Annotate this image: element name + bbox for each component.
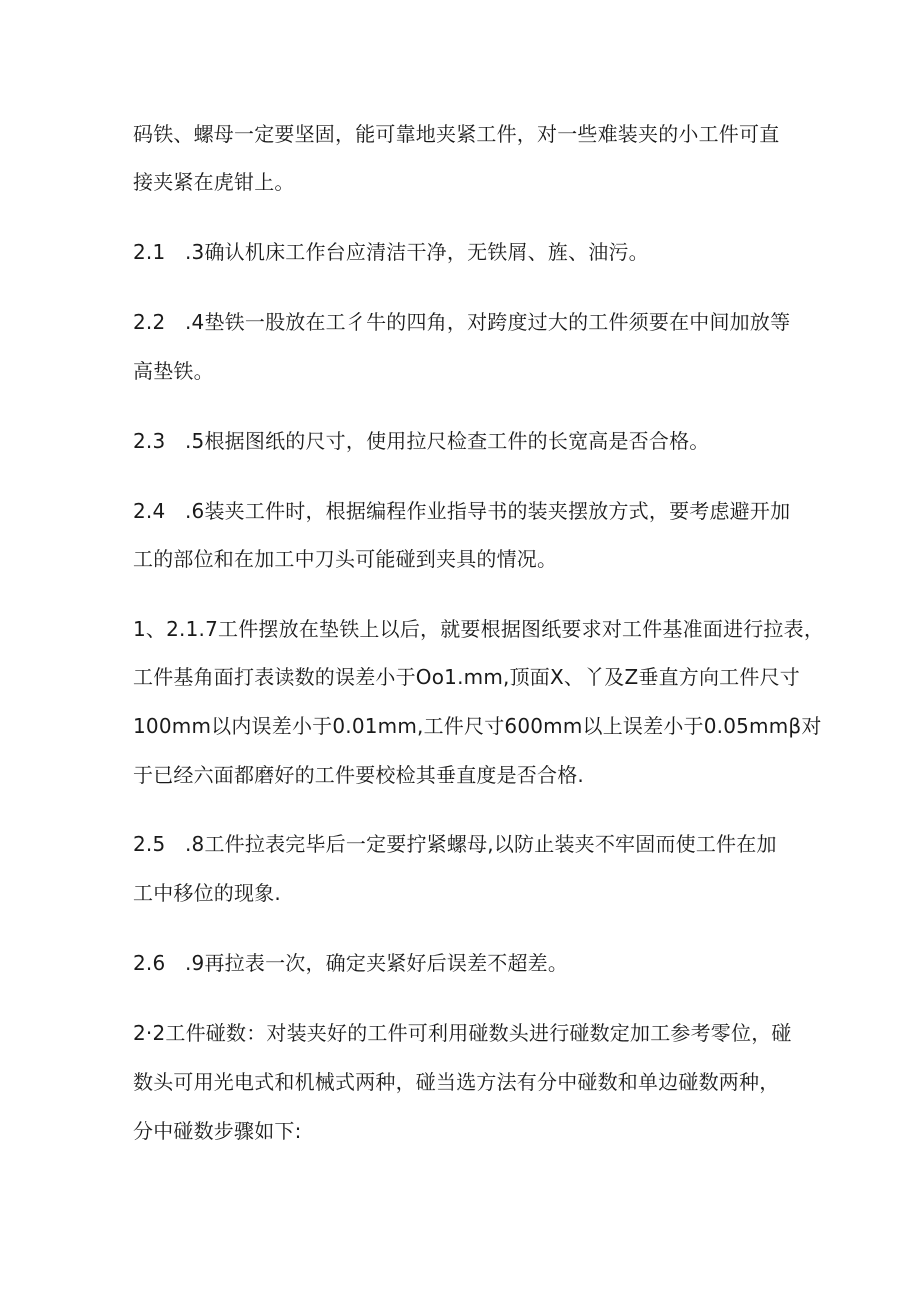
numbered-item-2-6 bbox=[133, 950, 568, 976]
paragraph-line: 工中移位的现象. bbox=[133, 881, 281, 905]
item-text: .8工件拉表完毕后一定要拧紧螺母,以防止装夹不牢固而使工件在加 bbox=[185, 832, 777, 856]
paragraph-line: 分中碰数步骤如下: bbox=[133, 1119, 302, 1143]
item-number: 2.2 bbox=[133, 310, 166, 334]
item-number: 2.4 bbox=[133, 499, 166, 523]
numbered-item-2-4 bbox=[133, 498, 790, 524]
paragraph-line: 100mm以内误差小于0.01mm,工件尺寸600mm以上误差小于0.05mmβ对 bbox=[133, 714, 822, 738]
item-text: .5根据图纸的尺寸，使用拉尺检查工件的长宽高是否合格。 bbox=[185, 429, 710, 453]
item-number: 2.5 bbox=[133, 832, 166, 856]
item-number: 2.6 bbox=[133, 951, 166, 975]
paragraph-line: 2·2工件碰数：对装夹好的工件可利用碰数头进行碰数定加工参考零位，碰 bbox=[133, 1021, 792, 1045]
numbered-item-2-1 bbox=[133, 239, 649, 265]
item-number: 2.1 bbox=[133, 240, 166, 264]
item-text: .3确认机床工作台应清洁干净，无铁屑、旌、油污。 bbox=[185, 240, 649, 264]
paragraph-line: 工件基角面打表读数的误差小于Oo1.mm,顶面X、丫及Z垂直方向工件尺寸 bbox=[133, 665, 800, 689]
numbered-item-2-2 bbox=[133, 309, 790, 335]
item-text: .9再拉表一次，确定夹紧好后误差不超差。 bbox=[185, 951, 569, 975]
item-text: .6装夹工件时，根据编程作业指导书的装夹摆放方式，要考虑避开加 bbox=[185, 499, 791, 523]
item-text: .4垫铁一股放在工彳牛的四角，对跨度过大的工件须要在中间加放等 bbox=[185, 310, 791, 334]
paragraph-line: 码铁、螺母一定要坚固，能可靠地夹紧工件，对一些难装夹的小工件可直 bbox=[133, 122, 780, 146]
item-number: 2.3 bbox=[133, 429, 166, 453]
paragraph-line: 接夹紧在虎钳上。 bbox=[133, 170, 295, 194]
paragraph-line: 工的部位和在加工中刀头可能碰到夹具的情况。 bbox=[133, 547, 558, 571]
paragraph-line: 高垫铁。 bbox=[133, 359, 214, 383]
numbered-item-2-5 bbox=[133, 831, 777, 857]
numbered-item-2-3 bbox=[133, 428, 709, 454]
paragraph-line: 1、2.1.7工件摆放在垫铁上以后，就要根据图纸要求对工件基准面进行拉表， bbox=[133, 617, 825, 641]
paragraph-line: 于已经六面都磨好的工件要校检其垂直度是否合格. bbox=[133, 763, 584, 787]
paragraph-line: 数头可用光电式和机械式两种，碰当选方法有分中碰数和单边碰数两种， bbox=[133, 1070, 780, 1094]
